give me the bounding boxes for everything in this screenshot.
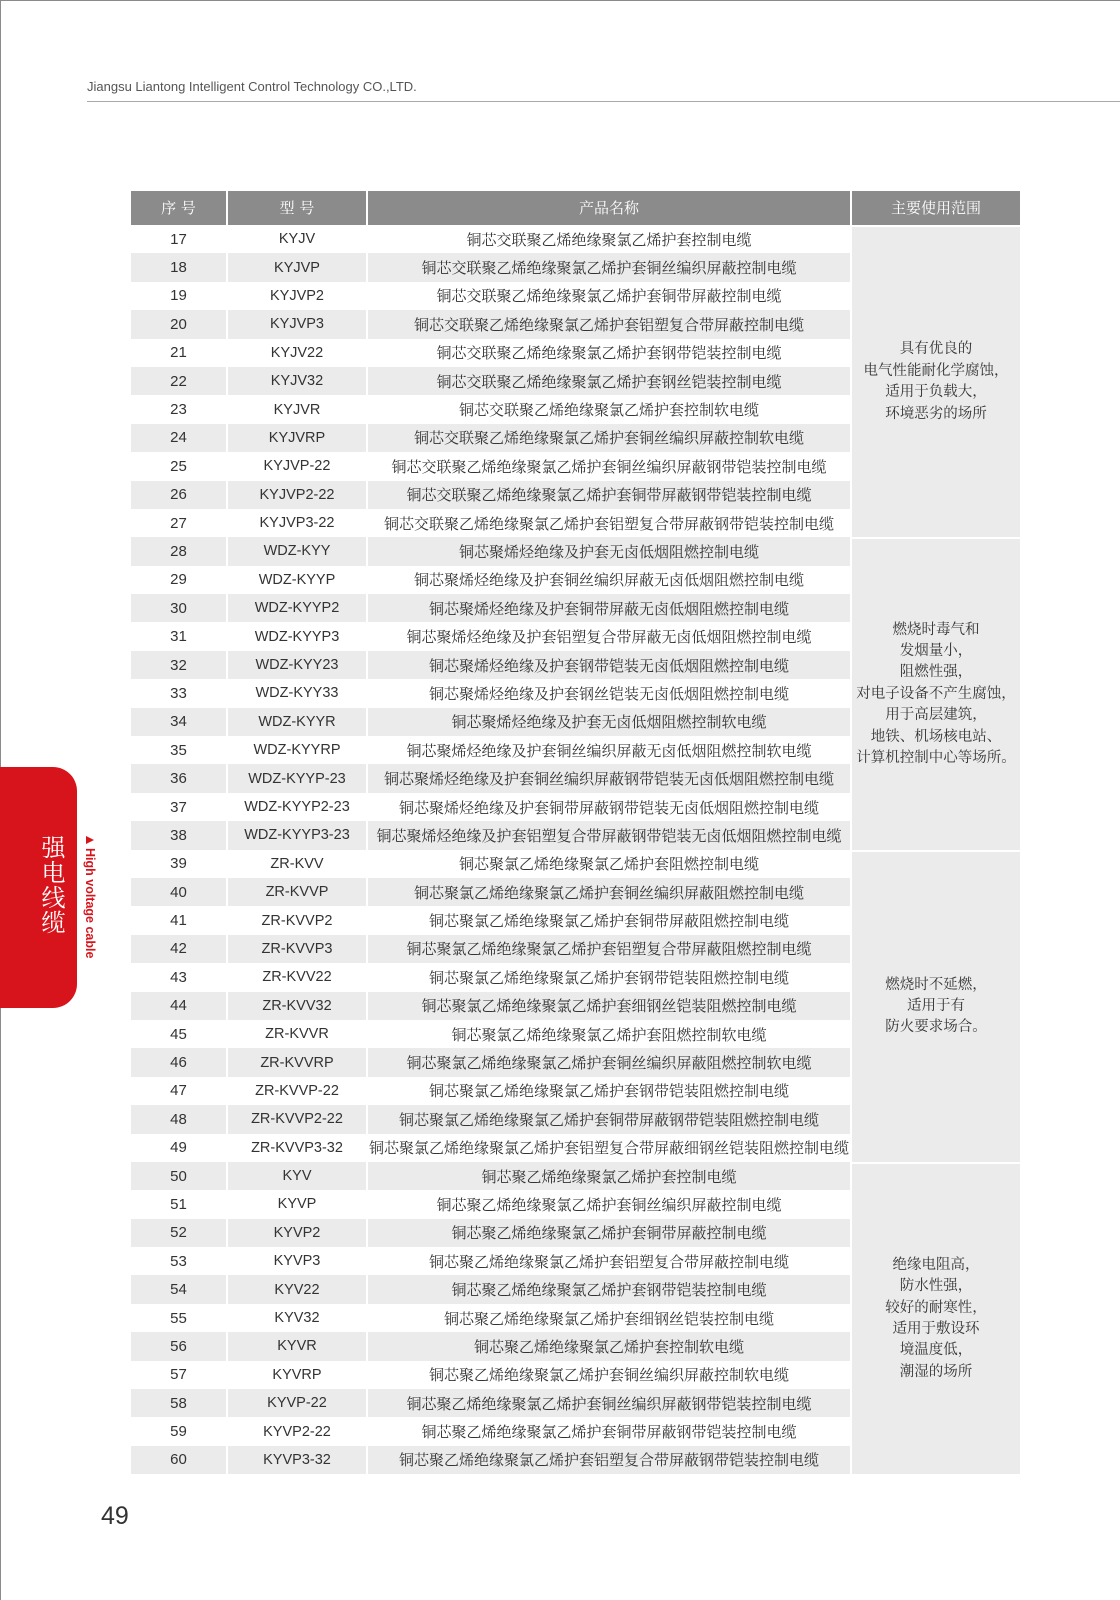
product-name: 铜芯聚氯乙烯绝缘聚氯乙烯护套阻燃控制电缆 [366, 850, 850, 878]
row-number: 31 [131, 622, 226, 650]
model-code: WDZ-KYYP-23 [226, 764, 366, 792]
column-header-product-name: 产品名称 [366, 191, 850, 225]
row-number: 50 [131, 1162, 226, 1190]
product-name: 铜芯聚氯乙烯绝缘聚氯乙烯护套铝塑复合带屏蔽细钢丝铠装阻燃控制电缆 [366, 1134, 850, 1162]
table-row [131, 395, 850, 423]
table-group [131, 850, 1020, 1162]
product-name: 铜芯交联聚乙烯绝缘聚氯乙烯护套控制电缆 [366, 225, 850, 253]
table-row [131, 906, 850, 934]
product-name: 铜芯聚氯乙烯绝缘聚氯乙烯护套铜带屏蔽钢带铠装阻燃控制电缆 [366, 1105, 850, 1133]
product-name: 铜芯聚烯烃绝缘及护套铜丝编织屏蔽钢带铠装无卤低烟阻燃控制电缆 [366, 764, 850, 792]
row-number: 28 [131, 537, 226, 565]
row-number: 24 [131, 424, 226, 452]
usage-line: 适用于有 [907, 998, 965, 1015]
model-code: ZR-KVVP2 [226, 906, 366, 934]
product-name: 铜芯交联聚乙烯绝缘聚氯乙烯护套铜丝编织屏蔽钢带铠装控制电缆 [366, 452, 850, 480]
product-name: 铜芯聚烯烃绝缘及护套无卤低烟阻燃控制软电缆 [366, 708, 850, 736]
section-tab-english-text: High voltage cable [83, 848, 97, 959]
product-name: 铜芯聚氯乙烯绝缘聚氯乙烯护套铜丝编织屏蔽阻燃控制电缆 [366, 878, 850, 906]
table-row [131, 1219, 850, 1247]
usage-line: 计算机控制中心等场所。 [856, 749, 1016, 766]
page-number: 49 [101, 1502, 129, 1530]
table-row [131, 594, 850, 622]
table-row [131, 452, 850, 480]
usage-line: 环境恶劣的场所 [885, 405, 987, 422]
model-code: KYV22 [226, 1275, 366, 1303]
usage-line: 电气性能耐化学腐蚀， [863, 362, 1009, 379]
table-row [131, 850, 850, 878]
product-name: 铜芯交联聚乙烯绝缘聚氯乙烯护套铜带屏蔽控制电缆 [366, 282, 850, 310]
product-name: 铜芯聚乙烯绝缘聚氯乙烯护套铝塑复合带屏蔽钢带铠装控制电缆 [366, 1446, 850, 1474]
row-number: 17 [131, 225, 226, 253]
usage-scope-cell [850, 225, 1020, 537]
table-row [131, 651, 850, 679]
usage-line: 防火要求场合。 [885, 1019, 987, 1036]
product-name: 铜芯交联聚乙烯绝缘聚氯乙烯护套铝塑复合带屏蔽控制电缆 [366, 310, 850, 338]
model-code: KYVP [226, 1190, 366, 1218]
model-code: KYVP2 [226, 1219, 366, 1247]
table-row [131, 1048, 850, 1076]
product-name: 铜芯交联聚乙烯绝缘聚氯乙烯护套钢丝铠装控制电缆 [366, 367, 850, 395]
row-number: 19 [131, 282, 226, 310]
usage-line: 燃烧时毒气和 [892, 621, 980, 638]
product-name: 铜芯聚乙烯绝缘聚氯乙烯护套细钢丝铠装控制电缆 [366, 1304, 850, 1332]
table-row [131, 764, 850, 792]
model-code: KYVP2-22 [226, 1417, 366, 1445]
table-row [131, 821, 850, 849]
table-row [131, 1332, 850, 1360]
model-code: ZR-KVVR [226, 1020, 366, 1048]
row-number: 29 [131, 566, 226, 594]
table-row [131, 509, 850, 537]
row-number: 58 [131, 1389, 226, 1417]
product-name: 铜芯聚烯烃绝缘及护套铜丝编织屏蔽无卤低烟阻燃控制软电缆 [366, 736, 850, 764]
model-code: WDZ-KYYP [226, 566, 366, 594]
table-row [131, 1105, 850, 1133]
product-name: 铜芯聚烯烃绝缘及护套铜带屏蔽无卤低烟阻燃控制电缆 [366, 594, 850, 622]
usage-line: 较好的耐寒性， [885, 1299, 987, 1316]
model-code: KYVR [226, 1332, 366, 1360]
model-code: ZR-KVVP2-22 [226, 1105, 366, 1133]
table-row [131, 424, 850, 452]
model-code: KYJVRP [226, 424, 366, 452]
product-name: 铜芯聚乙烯绝缘聚氯乙烯护套铜丝编织屏蔽钢带铠装控制电缆 [366, 1389, 850, 1417]
usage-line: 潮湿的场所 [899, 1363, 973, 1380]
product-name: 铜芯聚氯乙烯绝缘聚氯乙烯护套铜带屏蔽阻燃控制电缆 [366, 906, 850, 934]
group-rows [131, 850, 850, 1162]
product-name: 铜芯交联聚乙烯绝缘聚氯乙烯护套铜丝编织屏蔽控制电缆 [366, 253, 850, 281]
product-table [131, 191, 1020, 1474]
row-number: 39 [131, 850, 226, 878]
usage-line: 对电子设备不产生腐蚀， [856, 685, 1016, 702]
table-row [131, 367, 850, 395]
product-name: 铜芯聚烯烃绝缘及护套无卤低烟阻燃控制电缆 [366, 537, 850, 565]
usage-scope-cell [850, 850, 1020, 1162]
table-header-row [131, 191, 1020, 225]
row-number: 51 [131, 1190, 226, 1218]
row-number: 21 [131, 339, 226, 367]
table-row [131, 793, 850, 821]
table-row [131, 282, 850, 310]
row-number: 34 [131, 708, 226, 736]
table-row [131, 1247, 850, 1275]
product-name: 铜芯聚乙烯绝缘聚氯乙烯护套铜带屏蔽控制电缆 [366, 1219, 850, 1247]
section-tab [0, 767, 77, 1008]
table-row [131, 537, 850, 565]
table-row [131, 1417, 850, 1445]
table-row [131, 1134, 850, 1162]
model-code: KYJVP [226, 253, 366, 281]
row-number: 42 [131, 935, 226, 963]
product-name: 铜芯聚烯烃绝缘及护套铜丝编织屏蔽无卤低烟阻燃控制电缆 [366, 566, 850, 594]
usage-line: 适用于敷设环 [892, 1321, 980, 1338]
row-number: 44 [131, 992, 226, 1020]
company-header: Jiangsu Liantong Intelligent Control Technology CO.,LTD. [87, 79, 417, 94]
product-name: 铜芯聚氯乙烯绝缘聚氯乙烯护套细钢丝铠装阻燃控制电缆 [366, 992, 850, 1020]
model-code: KYV [226, 1162, 366, 1190]
product-name: 铜芯聚乙烯绝缘聚氯乙烯护套铜带屏蔽钢带铠装控制电缆 [366, 1417, 850, 1445]
row-number: 41 [131, 906, 226, 934]
usage-line: 绝缘电阻高， [892, 1256, 980, 1273]
usage-line: 地铁、机场核电站、 [870, 728, 1002, 745]
product-name: 铜芯聚氯乙烯绝缘聚氯乙烯护套钢带铠装阻燃控制电缆 [366, 963, 850, 991]
model-code: KYJVP2 [226, 282, 366, 310]
product-name: 铜芯聚乙烯绝缘聚氯乙烯护套铜丝编织屏蔽控制电缆 [366, 1190, 850, 1218]
product-name: 铜芯交联聚乙烯绝缘聚氯乙烯护套控制软电缆 [366, 395, 850, 423]
model-code: WDZ-KYYP3 [226, 622, 366, 650]
group-rows [131, 537, 850, 849]
product-name: 铜芯交联聚乙烯绝缘聚氯乙烯护套钢带铠装控制电缆 [366, 339, 850, 367]
table-row [131, 1361, 850, 1389]
table-row [131, 1304, 850, 1332]
model-code: KYJVR [226, 395, 366, 423]
table-row [131, 708, 850, 736]
model-code: WDZ-KYYP2 [226, 594, 366, 622]
row-number: 27 [131, 509, 226, 537]
product-name: 铜芯聚乙烯绝缘聚氯乙烯护套铝塑复合带屏蔽控制电缆 [366, 1247, 850, 1275]
product-name: 铜芯聚氯乙烯绝缘聚氯乙烯护套阻燃控制软电缆 [366, 1020, 850, 1048]
row-number: 38 [131, 821, 226, 849]
row-number: 49 [131, 1134, 226, 1162]
table-row [131, 679, 850, 707]
model-code: KYVP-22 [226, 1389, 366, 1417]
group-rows [131, 225, 850, 537]
row-number: 45 [131, 1020, 226, 1048]
product-name: 铜芯聚乙烯绝缘聚氯乙烯护套控制电缆 [366, 1162, 850, 1190]
table-row [131, 253, 850, 281]
model-code: KYJVP-22 [226, 452, 366, 480]
model-code: ZR-KVVP-22 [226, 1077, 366, 1105]
model-code: WDZ-KYY [226, 537, 366, 565]
table-row [131, 736, 850, 764]
row-number: 22 [131, 367, 226, 395]
product-name: 铜芯交联聚乙烯绝缘聚氯乙烯护套铜带屏蔽钢带铠装控制电缆 [366, 481, 850, 509]
row-number: 59 [131, 1417, 226, 1445]
product-name: 铜芯聚烯烃绝缘及护套钢带铠装无卤低烟阻燃控制电缆 [366, 651, 850, 679]
table-row [131, 622, 850, 650]
row-number: 32 [131, 651, 226, 679]
row-number: 43 [131, 963, 226, 991]
header-divider [87, 101, 1120, 102]
group-rows [131, 1162, 850, 1474]
table-row [131, 963, 850, 991]
table-group [131, 1162, 1020, 1474]
product-name: 铜芯聚氯乙烯绝缘聚氯乙烯护套铝塑复合带屏蔽阻燃控制电缆 [366, 935, 850, 963]
row-number: 46 [131, 1048, 226, 1076]
row-number: 60 [131, 1446, 226, 1474]
model-code: KYVRP [226, 1361, 366, 1389]
table-row [131, 225, 850, 253]
usage-line: 阻燃性强， [899, 664, 973, 681]
section-tab-english-label [82, 836, 98, 986]
table-row [131, 1020, 850, 1048]
usage-line: 用于高层建筑， [885, 707, 987, 724]
model-code: ZR-KVV [226, 850, 366, 878]
product-name: 铜芯聚氯乙烯绝缘聚氯乙烯护套铜丝编织屏蔽阻燃控制软电缆 [366, 1048, 850, 1076]
model-code: KYVP3-32 [226, 1446, 366, 1474]
model-code: WDZ-KYY33 [226, 679, 366, 707]
table-row [131, 1077, 850, 1105]
table-row [131, 878, 850, 906]
model-code: ZR-KVVRP [226, 1048, 366, 1076]
row-number: 30 [131, 594, 226, 622]
product-name: 铜芯聚乙烯绝缘聚氯乙烯护套钢带铠装控制电缆 [366, 1275, 850, 1303]
triangle-icon [86, 836, 94, 844]
table-row [131, 1162, 850, 1190]
table-row [131, 339, 850, 367]
column-header-usage-scope: 主要使用范围 [850, 191, 1020, 225]
model-code: KYJVP3 [226, 310, 366, 338]
usage-scope-cell [850, 1162, 1020, 1474]
product-name: 铜芯聚氯乙烯绝缘聚氯乙烯护套钢带铠装阻燃控制电缆 [366, 1077, 850, 1105]
product-name: 铜芯交联聚乙烯绝缘聚氯乙烯护套铜丝编织屏蔽控制软电缆 [366, 424, 850, 452]
model-code: ZR-KVVP [226, 878, 366, 906]
table-row [131, 1275, 850, 1303]
model-code: WDZ-KYYR [226, 708, 366, 736]
model-code: KYJVP3-22 [226, 509, 366, 537]
row-number: 47 [131, 1077, 226, 1105]
column-header-number: 序 号 [131, 191, 226, 225]
row-number: 26 [131, 481, 226, 509]
row-number: 35 [131, 736, 226, 764]
model-code: KYVP3 [226, 1247, 366, 1275]
table-group [131, 537, 1020, 849]
model-code: KYV32 [226, 1304, 366, 1332]
table-row [131, 566, 850, 594]
row-number: 25 [131, 452, 226, 480]
model-code: WDZ-KYYP3-23 [226, 821, 366, 849]
usage-line: 境温度低， [899, 1342, 973, 1359]
row-number: 18 [131, 253, 226, 281]
row-number: 36 [131, 764, 226, 792]
table-group [131, 225, 1020, 537]
row-number: 23 [131, 395, 226, 423]
row-number: 54 [131, 1275, 226, 1303]
row-number: 53 [131, 1247, 226, 1275]
model-code: WDZ-KYYP2-23 [226, 793, 366, 821]
product-name: 铜芯聚烯烃绝缘及护套铝塑复合带屏蔽无卤低烟阻燃控制电缆 [366, 622, 850, 650]
usage-line: 防水性强， [899, 1278, 973, 1295]
row-number: 57 [131, 1361, 226, 1389]
row-number: 52 [131, 1219, 226, 1247]
usage-line: 发烟量小， [899, 642, 973, 659]
product-name: 铜芯聚烯烃绝缘及护套铜带屏蔽钢带铠装无卤低烟阻燃控制电缆 [366, 793, 850, 821]
table-row [131, 1190, 850, 1218]
row-number: 55 [131, 1304, 226, 1332]
table-body [131, 225, 1020, 1474]
row-number: 56 [131, 1332, 226, 1360]
product-name: 铜芯聚烯烃绝缘及护套铝塑复合带屏蔽钢带铠装无卤低烟阻燃控制电缆 [366, 821, 850, 849]
product-name: 铜芯聚乙烯绝缘聚氯乙烯护套控制软电缆 [366, 1332, 850, 1360]
model-code: ZR-KVV22 [226, 963, 366, 991]
table-row [131, 1446, 850, 1474]
row-number: 20 [131, 310, 226, 338]
column-header-model: 型 号 [226, 191, 366, 225]
usage-line: 燃烧时不延燃， [885, 976, 987, 993]
table-row [131, 481, 850, 509]
product-name: 铜芯聚乙烯绝缘聚氯乙烯护套铜丝编织屏蔽控制软电缆 [366, 1361, 850, 1389]
table-row [131, 310, 850, 338]
model-code: KYJV22 [226, 339, 366, 367]
model-code: KYJVP2-22 [226, 481, 366, 509]
table-row [131, 992, 850, 1020]
usage-line: 适用于负载大， [885, 384, 987, 401]
row-number: 33 [131, 679, 226, 707]
product-name: 铜芯聚烯烃绝缘及护套钢丝铠装无卤低烟阻燃控制电缆 [366, 679, 850, 707]
table-row [131, 935, 850, 963]
usage-line: 具有优良的 [899, 341, 973, 358]
table-row [131, 1389, 850, 1417]
model-code: KYJV [226, 225, 366, 253]
model-code: WDZ-KYY23 [226, 651, 366, 679]
model-code: ZR-KVVP3 [226, 935, 366, 963]
row-number: 37 [131, 793, 226, 821]
model-code: WDZ-KYYRP [226, 736, 366, 764]
usage-scope-cell [850, 537, 1020, 849]
model-code: KYJV32 [226, 367, 366, 395]
product-name: 铜芯交联聚乙烯绝缘聚氯乙烯护套铝塑复合带屏蔽钢带铠装控制电缆 [366, 509, 850, 537]
row-number: 48 [131, 1105, 226, 1133]
model-code: ZR-KVV32 [226, 992, 366, 1020]
model-code: ZR-KVVP3-32 [226, 1134, 366, 1162]
section-tab-title: 强电线缆 [37, 835, 65, 935]
row-number: 40 [131, 878, 226, 906]
